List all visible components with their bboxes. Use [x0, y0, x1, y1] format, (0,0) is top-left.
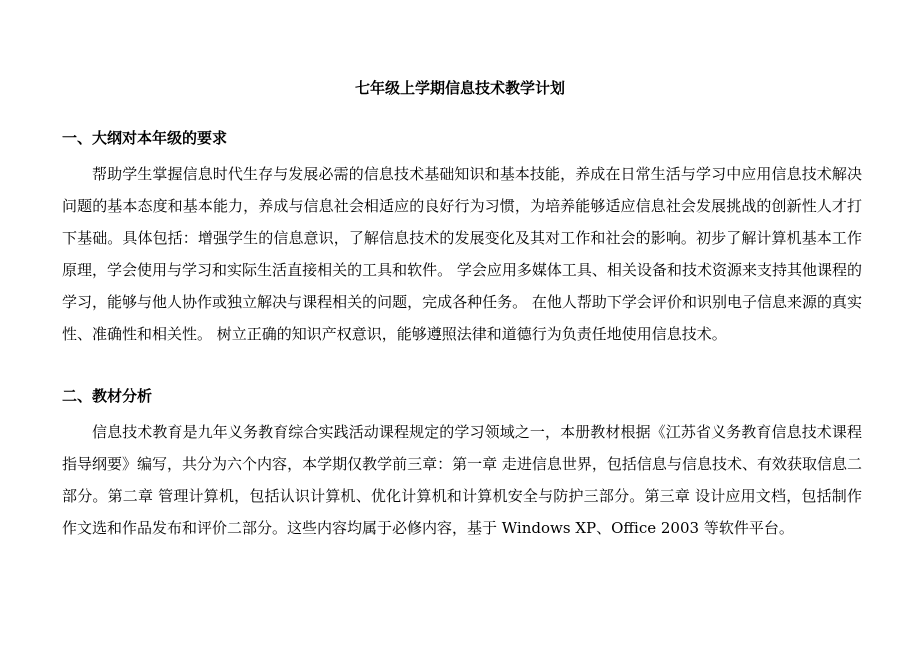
section-paragraph-requirements: 帮助学生掌握信息时代生存与发展必需的信息技术基础知识和基本技能，养成在日常生活与学习中应用信息技术解决问题的基本态度和基本能力，养成与信息社会相适应的良好行为习惯，为培养能够适应信息社会发展挑战的创新性人才打下基础。具体包括：增强学生的信息意识，了解信息技术的发展变化及其对工作和社会的影响。初步了解计算机基本工作原理，学会使用与学习和实际生活直接相关的工具和软件。 学会应用多媒体工具、相关设备和技术资源来支持其他课程的学习，能够与他人协作或独立解决与课程相关的问题，完成各种任务。 在他人帮助下学会评价和识别电子信息来源的真实性、准确性和相关性。 树立正确的知识产权意识，能够遵照法律和道德行为负责任地使用信息技术。: [62, 165, 862, 343]
section-paragraph-textbook-analysis: 信息技术教育是九年义务教育综合实践活动课程规定的学习领域之一，本册教材根据《江苏省义务教育信息技术课程指导纲要》编写，共分为六个内容，本学期仅教学前三章：第一章 走进信息世界，包括信息与信息技术、有效获取信息二部分。第二章 管理计算机，包括认识计算机、优化计算机和计算机安全与防护三部分。第三章 设计应用文档，包括制作作文选和作品发布和评价二部分。这些内容均属于必修内容，基于 Windows XP、Office 2003 等软件平台。: [62, 423, 862, 537]
section-heading-textbook-analysis: 二、教材分析: [62, 387, 153, 405]
document-title: 七年级上学期信息技术教学计划: [354, 79, 565, 97]
section-heading-requirements: 一、大纲对本年级的要求: [62, 129, 228, 147]
